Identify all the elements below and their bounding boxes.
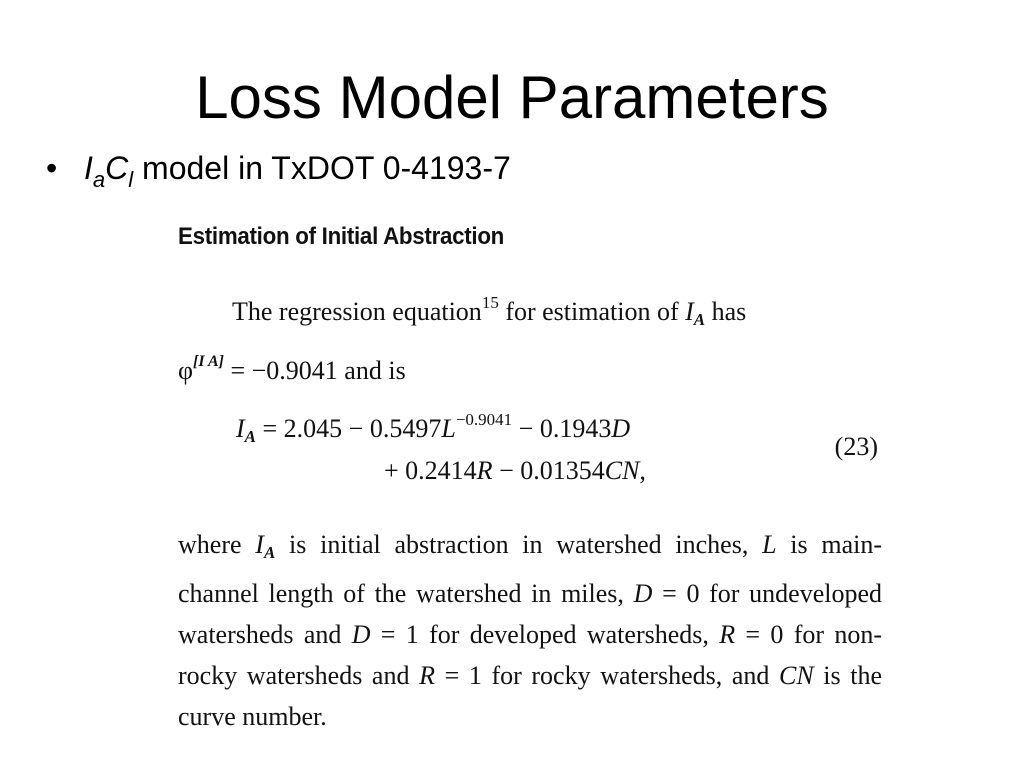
def-text-3: is main-channel length of the watershed in miles, [178, 530, 883, 608]
def-var-r2: R [419, 661, 435, 690]
symbol-i: I [84, 150, 93, 186]
eq-l1-b: − 0.1943 [512, 414, 612, 443]
eq-lhs: I [236, 414, 245, 443]
eq-l2-c: , [639, 456, 646, 485]
def-var-r1: R [719, 620, 736, 649]
def-text-7: = 1 for rocky watersheds, and [434, 661, 779, 690]
intro-text-d: = −0.9041 and is [223, 356, 406, 385]
def-text-8: is the curve number. [178, 661, 882, 731]
excerpt-intro-paragraph [178, 282, 882, 392]
intro-text-a: The regression equation [232, 297, 482, 326]
bullet-marker: • [46, 150, 58, 186]
def-text-6: = 0 for non-rocky watersheds and [178, 620, 882, 690]
def-var-cn: CN [778, 661, 814, 690]
def-var-l: L [762, 530, 777, 559]
equation-line-1 [236, 410, 630, 447]
bullet-item [46, 148, 511, 200]
def-text-1: where [178, 530, 256, 559]
eq-l2-b: − 0.01354 [492, 456, 605, 485]
footnote-ref: 15 [481, 293, 499, 312]
phi-superscript: [I A] [193, 353, 224, 370]
eq-l2-a: + 0.2414 [384, 456, 477, 485]
intro-text-b: for estimation of [498, 297, 686, 326]
symbol-c: C [105, 150, 129, 186]
eq-lhs-sub: A [244, 427, 257, 446]
phi-symbol: φ [178, 356, 194, 385]
eq-exponent: −0.9041 [455, 410, 513, 429]
eq-var-d: D [611, 414, 631, 443]
slide-title: Loss Model Parameters [195, 64, 829, 131]
bullet-text: model in TxDOT 0-4193-7 [133, 150, 511, 186]
eq-var-r: R [476, 456, 493, 485]
eq-l1-a: = 2.045 − 0.5497 [256, 414, 442, 443]
def-text-2: is initial abstraction in watershed inches, [275, 530, 763, 559]
def-var-d2: D [351, 620, 371, 649]
equation-number: (23) [834, 432, 878, 461]
def-var-d1: D [633, 579, 653, 608]
def-text-5: = 1 for developed watersheds, [370, 620, 720, 649]
intro-var-i: I [685, 297, 694, 326]
symbol-i-subscript: a [92, 167, 106, 192]
def-var-ia: I [255, 530, 264, 559]
regression-equation [178, 410, 882, 504]
def-text-4: = 0 for undeveloped watersheds and [178, 579, 883, 649]
equation-line-2 [384, 456, 646, 486]
intro-var-i-sub: A [693, 310, 706, 329]
excerpt-heading: Estimation of Initial Abstraction [178, 223, 505, 250]
def-var-ia-sub: A [263, 543, 276, 562]
document-excerpt-image [178, 220, 882, 737]
excerpt-definitions-paragraph [178, 524, 882, 737]
eq-var-l: L [441, 414, 456, 443]
eq-var-cn: CN [604, 456, 640, 485]
symbol-c-subscript: l [128, 167, 134, 192]
intro-text-c: has [705, 297, 747, 326]
